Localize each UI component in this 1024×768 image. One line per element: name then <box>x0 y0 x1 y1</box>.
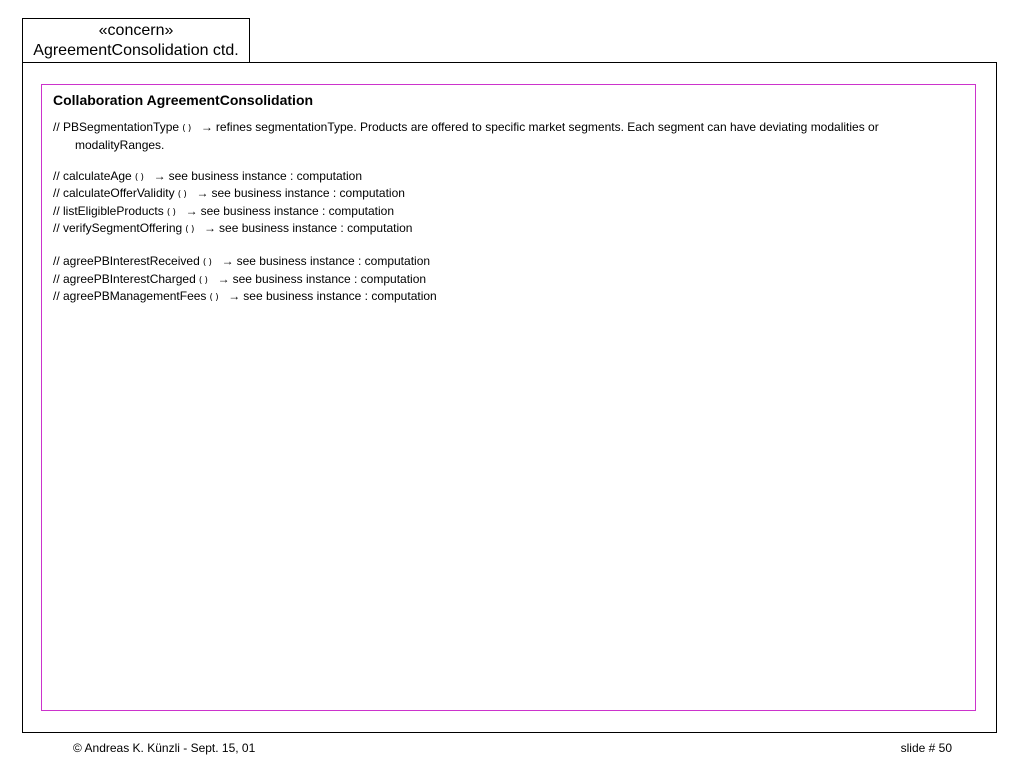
arrow-icon: → <box>185 203 198 218</box>
line-text: see business instance : computation <box>243 289 437 303</box>
line-prefix: // listEligibleProducts <box>53 203 164 218</box>
line-text: see business instance : computation <box>236 254 431 268</box>
stereotype-label: «concern» <box>98 22 174 39</box>
operation-line <box>53 254 964 272</box>
line-prefix: // calculateOfferValidity <box>53 186 175 200</box>
parens-glyph: () <box>184 225 197 235</box>
arrow-icon: → <box>228 289 241 303</box>
operation-line <box>53 272 964 290</box>
operation-line <box>53 186 964 204</box>
arrow-icon: → <box>200 120 213 134</box>
line-text: refines segmentationType. Products are offered to specific market segments. Each segment can have deviating modalities or modalityRanges. <box>75 120 879 152</box>
line-prefix: // PBSegmentationType <box>53 120 180 134</box>
footer-slide-number: slide # 50 <box>900 741 952 755</box>
arrow-icon: → <box>221 254 234 268</box>
arrow-icon: → <box>217 271 230 286</box>
line-prefix: // agreePBManagementFees <box>53 289 207 303</box>
parens-glyph: () <box>181 124 193 134</box>
arrow-icon: → <box>196 186 209 200</box>
line-text: see business instance : computation <box>211 186 405 200</box>
line-prefix: // agreePBInterestReceived <box>53 254 200 268</box>
parens-glyph: () <box>208 293 221 303</box>
arrow-icon: → <box>153 168 166 183</box>
concern-title-tab <box>22 18 250 62</box>
parens-glyph: () <box>197 275 210 286</box>
collaboration-heading: Collaboration AgreementConsolidation <box>53 92 314 108</box>
operation-line <box>53 289 964 307</box>
parens-glyph: () <box>165 207 178 218</box>
operation-line <box>53 169 964 187</box>
collaboration-box <box>41 84 976 711</box>
operation-line <box>53 204 964 222</box>
line-prefix: // verifySegmentOffering <box>53 221 183 235</box>
intro-line <box>53 120 964 153</box>
line-text: see business instance : computation <box>168 168 363 183</box>
line-text: see business instance : computation <box>232 271 427 286</box>
line-prefix: // agreePBInterestCharged <box>53 271 196 286</box>
operation-line <box>53 221 964 239</box>
concern-title: AgreementConsolidation ctd. <box>33 42 239 59</box>
parens-glyph: () <box>201 258 214 268</box>
line-text: see business instance : computation <box>219 221 413 235</box>
arrow-icon: → <box>204 221 217 235</box>
parens-glyph: () <box>133 172 146 183</box>
line-text: see business instance : computation <box>200 203 395 218</box>
line-prefix: // calculateAge <box>53 168 132 183</box>
footer-copyright: © Andreas K. Künzli - Sept. 15, 01 <box>73 741 256 755</box>
parens-glyph: () <box>176 190 189 200</box>
